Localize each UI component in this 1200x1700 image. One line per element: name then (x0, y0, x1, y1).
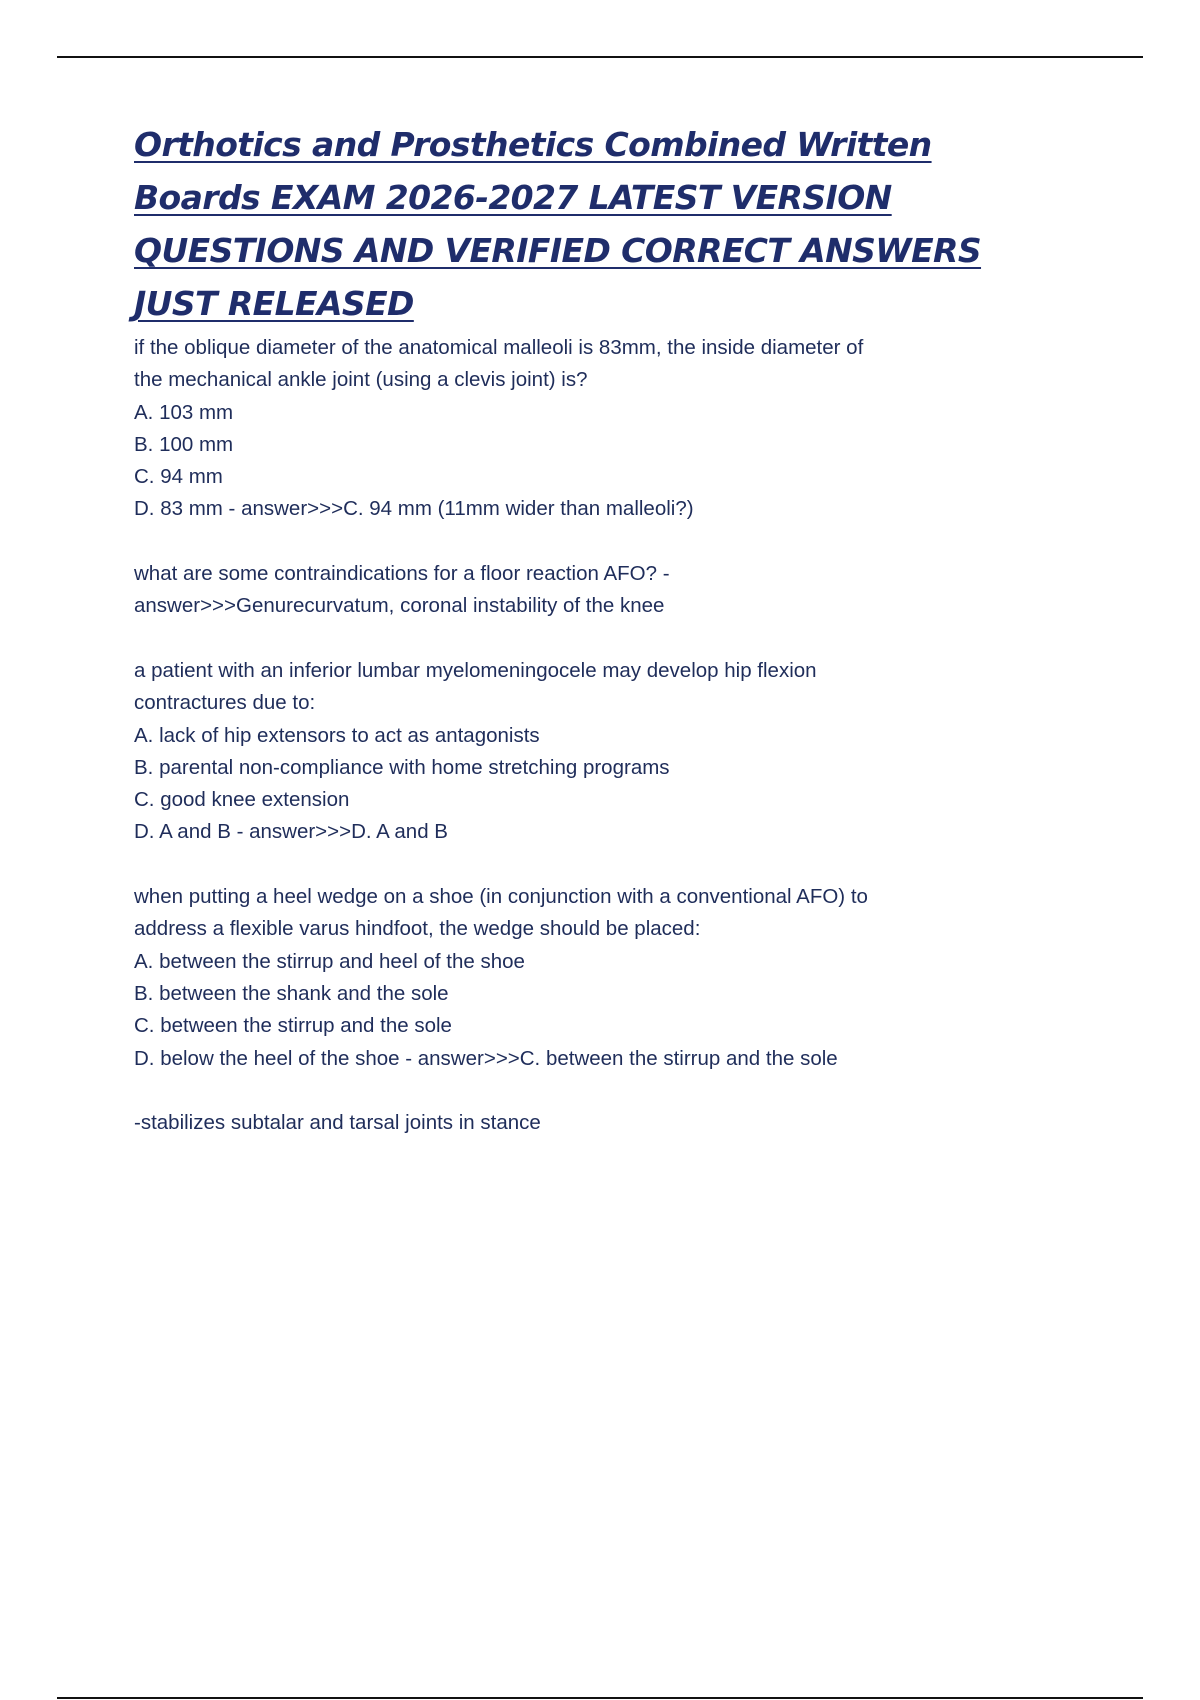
title-line: QUESTIONS AND VERIFIED CORRECT ANSWERS (134, 231, 982, 270)
title-line: Orthotics and Prosthetics Combined Written (134, 125, 932, 164)
answer-option: A. lack of hip extensors to act as antagonists (134, 723, 540, 747)
question-text: if the oblique diameter of the anatomical malleoli is 83mm, the inside diameter of (134, 336, 864, 359)
question-text: address a flexible varus hindfoot, the wedge should be placed: (134, 917, 701, 941)
question-text: contractures due to: (134, 691, 316, 715)
title-line: Boards EXAM 2026-2027 LATEST VERSION (134, 178, 892, 217)
question-4 (134, 881, 1074, 1075)
footer-rule (57, 1697, 1143, 1699)
answer-option: B. 100 mm (134, 432, 234, 456)
question-text: a patient with an inferior lumbar myelomeningocele may develop hip flexion (134, 658, 817, 682)
question-text: -stabilizes subtalar and tarsal joints in stance (134, 1111, 541, 1135)
question-5 (134, 1107, 1074, 1139)
question-1 (134, 332, 1074, 526)
question-text: what are some contraindications for a floor reaction AFO? - (134, 562, 670, 586)
answer-option: D. 83 mm - answer>>>C. 94 mm (11mm wider than malleoli?) (134, 497, 694, 521)
question-text: the mechanical ankle joint (using a clevis joint) is? (134, 368, 588, 392)
answer-text: answer>>>Genurecurvatum, coronal instability of the knee (134, 594, 665, 618)
question-text: when putting a heel wedge on a shoe (in conjunction with a conventional AFO) to (134, 885, 868, 909)
answer-option: C. good knee extension (134, 788, 350, 812)
header-rule (57, 56, 1143, 58)
answer-option: D. A and B - answer>>>D. A and B (134, 820, 448, 844)
answer-option: D. below the heel of the shoe - answer>>>C. between the stirrup and the sole (134, 1046, 838, 1070)
title-line: JUST RELEASED (134, 284, 414, 323)
answer-option: B. parental non-compliance with home stretching programs (134, 755, 670, 779)
answer-option: B. between the shank and the sole (134, 981, 449, 1005)
document-title (134, 118, 1074, 330)
question-2 (134, 558, 1074, 623)
answer-option: C. 94 mm (134, 465, 223, 489)
document-body (134, 118, 1074, 1139)
answer-option: A. 103 mm (134, 400, 234, 424)
answer-option: C. between the stirrup and the sole (134, 1014, 452, 1038)
question-3 (134, 655, 1074, 849)
answer-option: A. between the stirrup and heel of the shoe (134, 949, 525, 973)
